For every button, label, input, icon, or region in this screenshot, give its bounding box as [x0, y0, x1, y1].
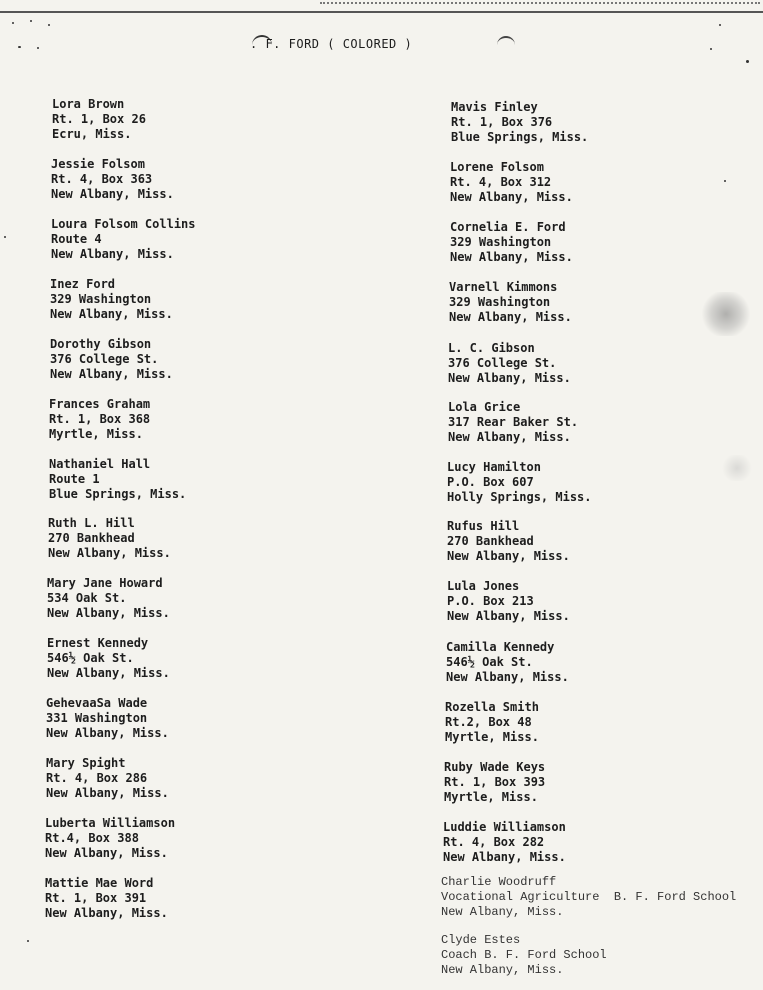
address-entry	[446, 640, 569, 685]
entry-street: Route 4	[51, 232, 102, 246]
entry-city: New Albany, Miss.	[47, 606, 170, 620]
entry-name: Nathaniel Hall	[49, 457, 151, 471]
entry-city: Ecru, Miss.	[52, 127, 132, 141]
entry-street: Rt. 1, Box 26	[52, 112, 146, 126]
entry-city: New Albany, Miss.	[46, 786, 169, 800]
entry-city: New Albany, Miss.	[446, 670, 569, 684]
entry-city: New Albany, Miss.	[48, 546, 171, 560]
scan-speck	[746, 60, 749, 63]
entry-name: Lucy Hamilton	[447, 460, 541, 474]
scan-speck	[48, 24, 50, 26]
scan-speck	[18, 46, 21, 48]
address-entry	[49, 397, 150, 442]
address-entry	[447, 460, 592, 505]
entry-name: Clyde Estes	[441, 933, 521, 947]
address-entry	[46, 756, 169, 801]
entry-name: Lola Grice	[448, 400, 521, 414]
entry-street: 331 Washington	[46, 711, 148, 725]
entry-street: 534 Oak St.	[47, 591, 127, 605]
scan-speck	[710, 48, 712, 50]
address-entry	[47, 576, 170, 621]
entry-city: Myrtle, Miss.	[49, 427, 143, 441]
address-entry	[451, 100, 588, 145]
scan-speck	[724, 180, 726, 182]
entry-street: Vocational Agriculture B. F. Ford School	[441, 890, 737, 904]
address-entry	[448, 400, 578, 445]
entry-street: 329 Washington	[450, 235, 552, 249]
entry-city: New Albany, Miss.	[441, 905, 564, 919]
entry-street: 270 Bankhead	[48, 531, 135, 545]
entry-name: Ruby Wade Keys	[444, 760, 546, 774]
entry-city: Myrtle, Miss.	[445, 730, 539, 744]
entry-name: Loura Folsom Collins	[51, 217, 196, 231]
entry-street: 270 Bankhead	[447, 534, 534, 548]
entry-street: 329 Washington	[50, 292, 152, 306]
address-entry	[450, 160, 573, 205]
address-entry	[444, 760, 545, 805]
entry-name: L. C. Gibson	[448, 341, 535, 355]
entry-street: Rt. 4, Box 282	[443, 835, 545, 849]
entry-city: New Albany, Miss.	[448, 430, 571, 444]
entry-street: Rt.4, Box 388	[45, 831, 139, 845]
entry-city: New Albany, Miss.	[47, 666, 170, 680]
address-entry	[51, 217, 196, 262]
entry-city: New Albany, Miss.	[448, 371, 571, 385]
address-entry	[51, 157, 174, 202]
address-entry	[445, 700, 539, 745]
address-entry	[448, 341, 571, 386]
scan-speck	[12, 22, 14, 24]
entry-city: New Albany, Miss.	[46, 726, 169, 740]
address-entry	[48, 516, 171, 561]
entry-name: Mavis Finley	[451, 100, 538, 114]
entry-name: Lora Brown	[52, 97, 125, 111]
entry-street: Rt. 1, Box 376	[451, 115, 553, 129]
entry-city: Holly Springs, Miss.	[447, 490, 592, 504]
entry-city: Blue Springs, Miss.	[49, 487, 187, 501]
entry-name: Inez Ford	[50, 277, 116, 291]
address-entry	[447, 579, 570, 624]
entry-city: New Albany, Miss.	[51, 187, 174, 201]
entry-city: New Albany, Miss.	[447, 549, 570, 563]
entry-street: Rt. 4, Box 312	[450, 175, 552, 189]
address-entry	[443, 820, 566, 865]
entry-city: New Albany, Miss.	[441, 963, 564, 977]
address-entry	[447, 519, 570, 564]
page-heading: . F. FORD ( COLORED )	[250, 37, 413, 51]
entry-street: 317 Rear Baker St.	[448, 415, 579, 429]
scan-speck	[27, 940, 29, 942]
scan-smudge	[702, 292, 750, 336]
scan-speck	[4, 236, 6, 238]
entry-city: New Albany, Miss.	[50, 307, 173, 321]
entry-name: Mattie Mae Word	[45, 876, 154, 890]
entry-name: Luddie Williamson	[443, 820, 566, 834]
entry-street: Rt.2, Box 48	[445, 715, 532, 729]
top-rule	[0, 11, 763, 13]
address-entry	[441, 875, 736, 920]
address-entry	[449, 280, 572, 325]
entry-name: Frances Graham	[49, 397, 151, 411]
entry-street: Route 1	[49, 472, 100, 486]
scan-smudge-faint	[722, 455, 752, 481]
entry-name: Ruth L. Hill	[48, 516, 135, 530]
entry-street: 546½ Oak St.	[446, 655, 533, 669]
entry-street: Rt. 1, Box 393	[444, 775, 546, 789]
entry-name: Rozella Smith	[445, 700, 539, 714]
heading-handwritten-mark-right	[497, 36, 515, 46]
entry-city: New Albany, Miss.	[450, 190, 573, 204]
entry-street: 376 College St.	[448, 356, 557, 370]
entry-city: New Albany, Miss.	[50, 367, 173, 381]
entry-city: New Albany, Miss.	[449, 310, 572, 324]
scan-speck	[719, 24, 721, 26]
entry-name: Luberta Williamson	[45, 816, 176, 830]
entry-name: Mary Spight	[46, 756, 126, 770]
entry-street: Rt. 1, Box 368	[49, 412, 151, 426]
entry-name: Ernest Kennedy	[47, 636, 149, 650]
entry-name: Dorothy Gibson	[50, 337, 152, 351]
entry-name: Jessie Folsom	[51, 157, 145, 171]
entry-city: Blue Springs, Miss.	[451, 130, 589, 144]
entry-name: Varnell Kimmons	[449, 280, 558, 294]
scan-speck	[30, 20, 32, 22]
top-edge-dots	[320, 0, 760, 4]
entry-city: Myrtle, Miss.	[444, 790, 538, 804]
entry-city: New Albany, Miss.	[450, 250, 573, 264]
entry-street: 546½ Oak St.	[47, 651, 134, 665]
entry-name: Rufus Hill	[447, 519, 520, 533]
entry-street: P.O. Box 213	[447, 594, 534, 608]
entry-city: New Albany, Miss.	[45, 906, 168, 920]
entry-street: 329 Washington	[449, 295, 551, 309]
address-entry	[52, 97, 146, 142]
entry-name: Lula Jones	[447, 579, 520, 593]
entry-name: GehevaaSa Wade	[46, 696, 148, 710]
entry-name: Camilla Kennedy	[446, 640, 555, 654]
entry-street: Rt. 4, Box 363	[51, 172, 153, 186]
entry-city: New Albany, Miss.	[45, 846, 168, 860]
entry-name: Cornelia E. Ford	[450, 220, 566, 234]
entry-street: Coach B. F. Ford School	[441, 948, 607, 962]
entry-street: Rt. 1, Box 391	[45, 891, 147, 905]
address-entry	[450, 220, 573, 265]
address-entry	[50, 337, 173, 382]
entry-name: Lorene Folsom	[450, 160, 544, 174]
address-entry	[49, 457, 186, 502]
address-entry	[45, 816, 175, 861]
address-entry	[45, 876, 168, 921]
address-entry	[47, 636, 170, 681]
entry-name: Charlie Woodruff	[441, 875, 557, 889]
entry-street: 376 College St.	[50, 352, 159, 366]
entry-street: Rt. 4, Box 286	[46, 771, 148, 785]
entry-city: New Albany, Miss.	[51, 247, 174, 261]
address-entry	[441, 933, 607, 978]
entry-city: New Albany, Miss.	[447, 609, 570, 623]
address-entry	[46, 696, 169, 741]
entry-city: New Albany, Miss.	[443, 850, 566, 864]
scan-speck	[37, 47, 39, 49]
address-entry	[50, 277, 173, 322]
entry-street: P.O. Box 607	[447, 475, 534, 489]
entry-name: Mary Jane Howard	[47, 576, 163, 590]
